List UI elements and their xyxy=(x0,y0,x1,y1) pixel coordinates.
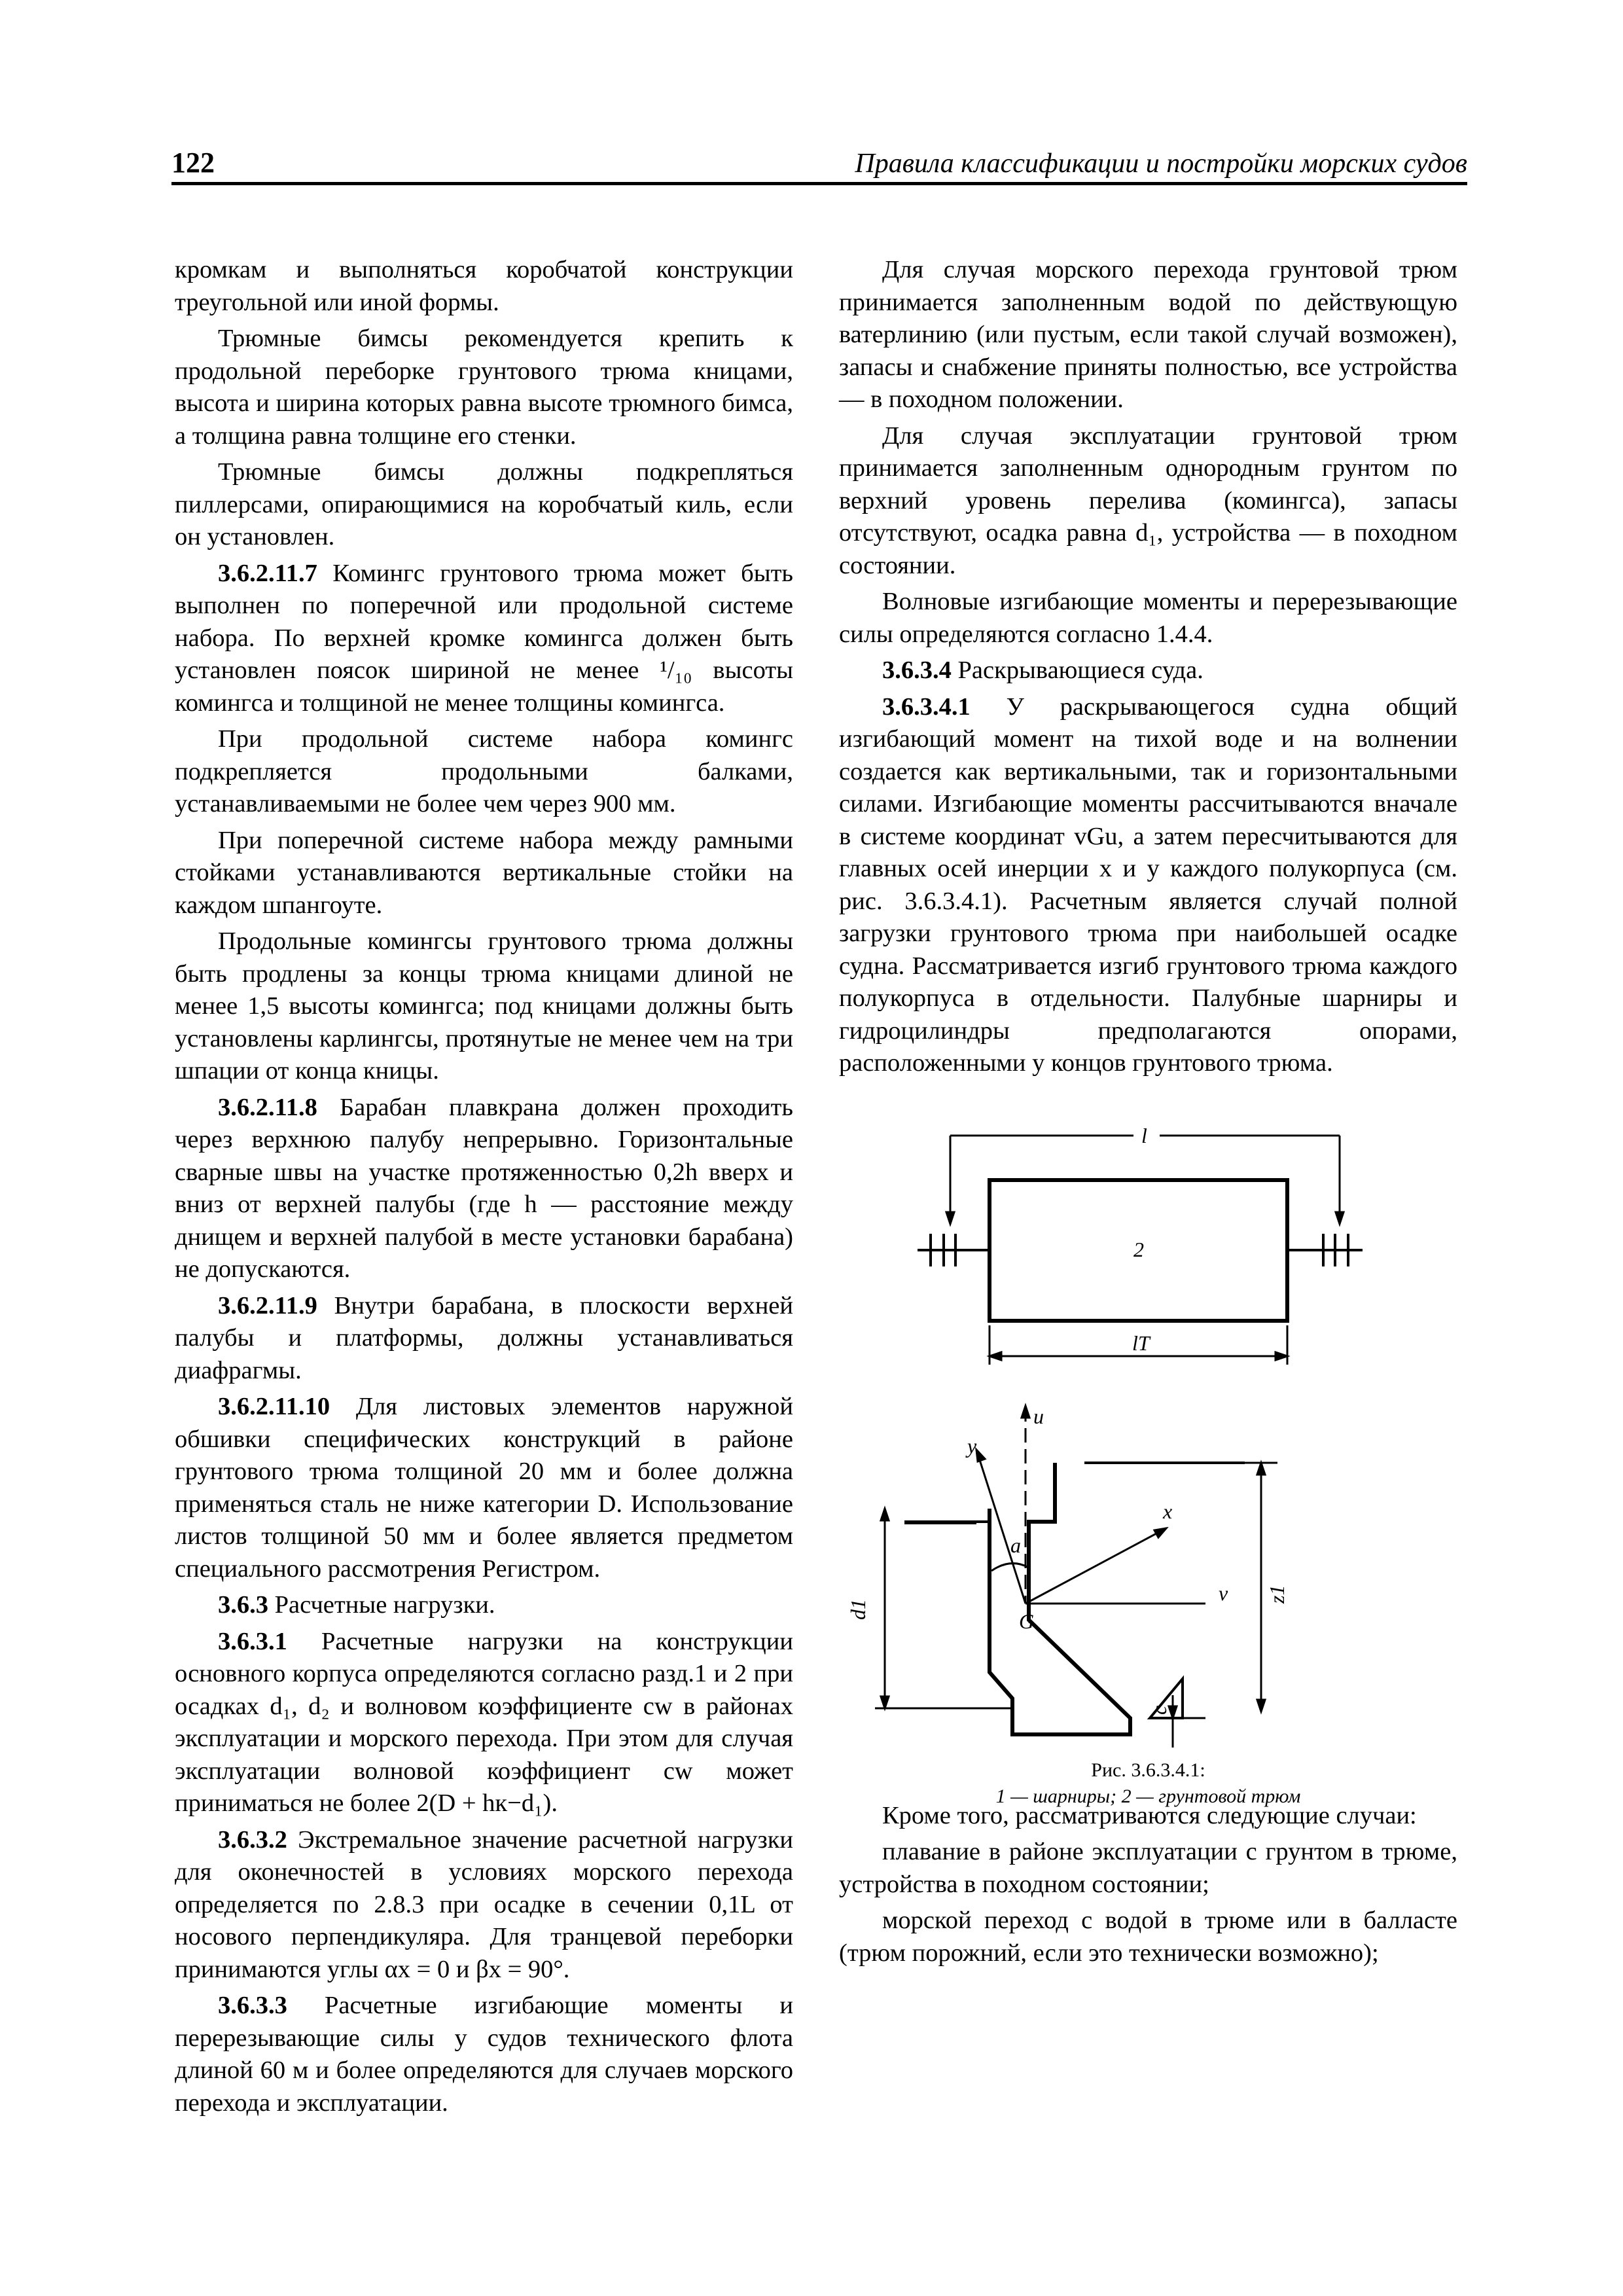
paragraph-text: У раскрывающегося судна общий изгибающий момент на тихой воде и на волнении создается как вертикальными, так и горизонтальными силами. Изгибающие моменты рассчитываются вначале в системе координат vGu, а затем пересчитываются для главных осей инерции x и y каждого полукорпуса (см. рис. 3.6.3.4.1). Расчетным является случай полной загрузки грунтового трюма при наибольшей осадке судна. Рассматривается изгиб грунтового трюма каждого полукорпуса в отдельности. Палубные шарниры и гидроцилиндры предполагаются опорами, расположенными у концов грунтового трюма. xyxy=(839,692,1457,1077)
arrow-head xyxy=(1336,1212,1344,1224)
section-number: 3.6.2.11.10 xyxy=(218,1393,330,1420)
paragraph-text: Расчетные нагрузки. xyxy=(268,1591,495,1619)
hull-section xyxy=(990,1463,1130,1734)
arrow-head xyxy=(881,1696,889,1708)
paragraph-text: Раскрывающиеся суда. xyxy=(951,656,1204,684)
paragraph: Кроме того, рассматриваются следующие случаи: xyxy=(882,1801,1417,1829)
paragraph: Для случая морского перехода грунтовой трюм принимается заполненным водой по действующую ватерлинию (или пустым, если такой случай возможен), запасы и снабжение приняты полностью, все устройства — в походном положении. xyxy=(839,256,1457,413)
right-column xyxy=(839,254,1457,1973)
paragraph: морской переход с водой в трюме или в балласте (трюм порожний, если это технически возможно); xyxy=(839,1907,1457,1967)
paragraph xyxy=(175,1990,793,2119)
paragraph xyxy=(839,691,1457,1080)
arrow-head xyxy=(1275,1352,1287,1360)
paragraph: кромкам и выполняться коробчатой конструкции треугольной или иной формы. xyxy=(175,256,793,316)
section-number: 3.6.3.4.1 xyxy=(882,692,971,721)
paragraph: Трюмные бимсы должны подкрепляться пиллерсами, опирающимися на коробчатый киль, если он установлен. xyxy=(175,458,793,550)
figure-drawing xyxy=(839,1100,1457,1754)
paragraph xyxy=(175,1290,793,1388)
angle-arc xyxy=(991,1563,1029,1570)
paragraph xyxy=(175,1626,793,1820)
arrow-head xyxy=(976,1450,985,1462)
paragraph-text: Для листовых элементов наружной обшивки специфических конструкций в районе грунтового трюма толщиной 20 мм и более должна применяться сталь не ниже категории D. Использование листов толщиной 50 мм и более является предметом специального рассмотрения Регистром. xyxy=(175,1393,793,1583)
paragraph-text: Расчетные нагрузки на конструкции основного корпуса определяются согласно разд.1 и 2 при осадках d₁, d₂ и волновом коэффициенте cw в районах эксплуатации и морского перехода. При этом для случая эксплуатации волновой коэффициент cw может приниматься не более 2(D + hк−d₁). xyxy=(175,1627,793,1817)
section-number: 3.6.2.11.7 xyxy=(218,559,317,587)
paragraph xyxy=(175,558,793,720)
section-number: 3.6.3.1 xyxy=(218,1627,287,1655)
page-header xyxy=(171,145,1467,185)
paragraph-text: Внутри барабана, в плоскости верхней палубы и платформы, должны устанавливаться диафрагмы. xyxy=(175,1291,793,1384)
paragraph: Трюмные бимсы рекомендуется крепить к продольной переборке грунтового трюма кницами, высота и ширина которых равна высоте трюмного бимса, а толщина равна толщине его стенки. xyxy=(175,325,793,450)
caption-title: Рис. 3.6.3.4.1: xyxy=(1091,1759,1205,1781)
section-number: 3.6.2.11.8 xyxy=(218,1093,317,1121)
paragraph: При продольной системе набора комингс подкрепляется продольными балками, устанавливаемыми не более чем через 900 мм. xyxy=(175,725,793,817)
arrow-head xyxy=(1022,1406,1029,1418)
paragraph: Продольные комингсы грунтового трюма должны быть продлены за концы трюма кницами длиной не менее 1,5 высоты комингса; под кницами должны быть установлены карлингсы, протянутые не менее чем на три шпации от конца кницы. xyxy=(175,927,793,1085)
page-number: 122 xyxy=(171,147,215,179)
paragraph-text: Расчетные изгибающие моменты и перерезывающие силы у судов технического флота длиной 60 м и более определяются для случаев морского перехода и эксплуатации. xyxy=(175,1992,793,2117)
label-z1: z1 xyxy=(1265,1585,1289,1604)
paragraph-text: Барабан плавкрана должен проходить через верхнюю палубу непрерывно. Горизонтальные сварные швы на участке протяженностью 0,2h вверх и вниз от верхней палубы (где h — расстояние между днищем и верхней палубой в месте установки барабана) не допускаются. xyxy=(175,1093,793,1283)
section-heading xyxy=(839,655,1457,687)
paragraph: Волновые изгибающие моменты и перерезывающие силы определяются согласно 1.4.4. xyxy=(839,588,1457,648)
left-column xyxy=(175,254,793,2123)
figure-3-6-3-4-1 xyxy=(839,1100,1457,1807)
section-heading xyxy=(175,1589,793,1622)
label-x: x xyxy=(1163,1499,1173,1523)
figure-caption xyxy=(839,1757,1457,1810)
caption-legend: 1 — шарниры; 2 — грунтовой трюм xyxy=(995,1785,1301,1807)
arrow-head xyxy=(1257,1700,1265,1712)
label-a: a xyxy=(1010,1533,1021,1557)
arrow-head xyxy=(881,1509,889,1520)
section-number: 3.6.2.11.9 xyxy=(218,1291,317,1319)
axis-y xyxy=(976,1450,1026,1604)
label-v: v xyxy=(1219,1581,1228,1605)
paragraph-text: Комингс грунтового трюма может быть выполнен по поперечной или продольной системе набора. По верхней кромке комингса должен быть установлен поясок шириной не менее ¹/₁₀ высоты комингса и толщиной не менее толщины комингса. xyxy=(175,559,793,717)
arrow-head xyxy=(946,1212,954,1224)
section-number: 3.6.3 xyxy=(218,1591,268,1619)
arrow-head xyxy=(1257,1463,1265,1475)
paragraph xyxy=(175,1092,793,1286)
paragraph: плавание в районе эксплуатации с грунтом в трюме, устройства в походном состоянии; xyxy=(839,1838,1457,1898)
label-d1: d1 xyxy=(846,1598,870,1620)
section-number: 3.6.3.2 xyxy=(218,1825,287,1854)
label-lT: lT xyxy=(1132,1331,1150,1355)
label-G: G xyxy=(1019,1609,1035,1633)
paragraph xyxy=(175,1391,793,1585)
label-2: 2 xyxy=(1133,1237,1144,1261)
label-y: y xyxy=(967,1433,977,1458)
section-number: 3.6.3.3 xyxy=(218,1992,287,2019)
axis-x xyxy=(1026,1528,1166,1604)
label-l: l xyxy=(1141,1123,1147,1147)
label-c: c xyxy=(1147,1705,1171,1715)
paragraph xyxy=(175,1824,793,1986)
label-u: u xyxy=(1033,1404,1044,1428)
paragraph-text: Экстремальное значение расчетной нагрузки для оконечностей в условиях морского перехода определяется по 2.8.3 при осадке в сечении 0,1L от носового перпендикуляра. Для транцевой переборки принимаются углы αx = 0 и βx = 90°. xyxy=(175,1825,793,1983)
paragraph: Для случая эксплуатации грунтовой трюм принимается заполненным однородным грунтом по верхний уровень перелива (комингса), запасы отсутствуют, осадка равна d₁, устройства — в походном состоянии. xyxy=(839,422,1457,579)
arrow-head xyxy=(1154,1528,1166,1537)
arrow-head xyxy=(990,1352,1001,1360)
section-number: 3.6.3.4 xyxy=(882,656,952,684)
paragraph: При поперечной системе набора между рамными стойками устанавливаются вертикальные стойки на каждом шпангоуте. xyxy=(175,826,793,919)
running-title: Правила классификации и постройки морских судов xyxy=(855,149,1467,179)
